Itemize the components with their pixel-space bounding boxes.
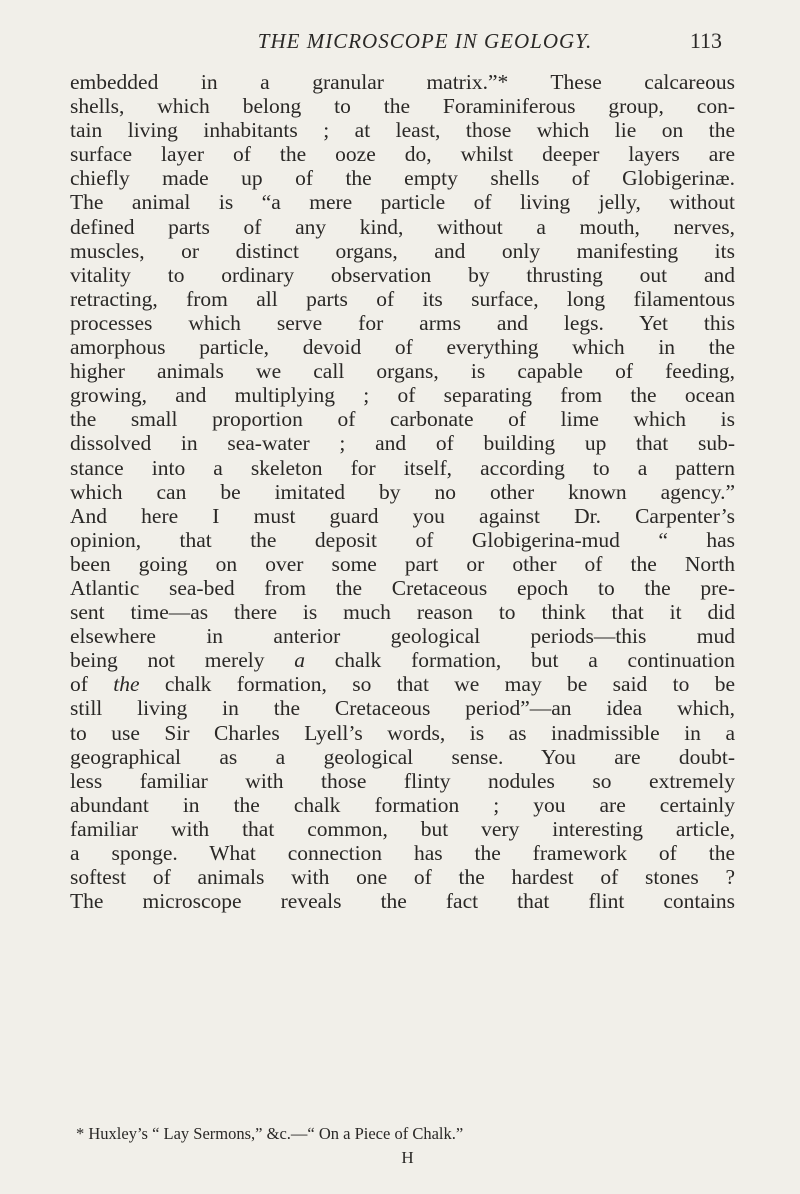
text-line: And here I must guard you against Dr. Carpenter’s — [70, 503, 735, 528]
text-line: of the chalk formation, so that we may be said to be — [70, 672, 735, 697]
text-line: abundant in the chalk formation ; you are certainly — [70, 792, 735, 817]
text-line: a sponge. What connection has the framework of the — [70, 841, 735, 865]
text-line: sent time—as there is much reason to think that it did — [70, 600, 735, 625]
page-number: 113 — [689, 28, 722, 53]
text-line: retracting, from all parts of its surface, long filamentous — [70, 286, 735, 311]
text-line: softest of animals with one of the hardest of stones ? — [70, 865, 735, 890]
text-line: higher animals we call organs, is capable of feeding, — [70, 359, 735, 384]
text-line: opinion, that the deposit of Globigerina-mud “ has — [70, 527, 735, 552]
body-text — [70, 70, 735, 913]
text-line: growing, and multiplying ; of separating from the ocean — [70, 383, 735, 408]
text-line: stance into a skeleton for itself, according to a pattern — [70, 455, 735, 480]
text-line: amorphous particle, devoid of everything which in the — [70, 335, 735, 360]
text-line: being not merely a chalk formation, but a continuation — [70, 648, 736, 673]
text-line: geographical as a geological sense. You are doubt- — [70, 744, 735, 769]
text-line: which can be imitated by no other known agency.” — [70, 479, 735, 504]
text-line: defined parts of any kind, without a mouth, nerves, — [70, 214, 735, 239]
text-line: Atlantic sea-bed from the Cretaceous epoch to the pre- — [70, 575, 735, 600]
text-line: dissolved in sea-water ; and of building up that sub- — [70, 431, 735, 456]
running-head — [70, 26, 750, 56]
text-line: surface layer of the ooze do, whilst deeper layers are — [70, 142, 735, 167]
text-line: still living in the Cretaceous period”—an idea which, — [70, 696, 735, 721]
text-line: shells, which belong to the Foraminiferous group, con- — [70, 94, 735, 119]
footnote: * Huxley’s “ Lay Sermons,” &c.—“ On a Piece of Chalk.” — [76, 1124, 464, 1143]
text-line: elsewhere in anterior geological periods—this mud — [70, 624, 735, 649]
running-title: THE MICROSCOPE IN GEOLOGY. — [257, 29, 593, 53]
text-line: familiar with that common, but very interesting article, — [70, 816, 735, 841]
text-line: chiefly made up of the empty shells of Globigerinæ. — [70, 166, 735, 191]
signature-mark: H — [401, 1148, 414, 1167]
text-line: embedded in a granular matrix.”* These calcareous — [70, 70, 735, 94]
text-line: processes which serve for arms and legs. Yet this — [70, 310, 735, 335]
text-line: The animal is “a mere particle of living jelly, without — [70, 190, 735, 215]
text-line: muscles, or distinct organs, and only manifesting its — [70, 238, 735, 263]
text-line: tain living inhabitants ; at least, those which lie on the — [70, 118, 735, 143]
text-line: vitality to ordinary observation by thrusting out and — [70, 262, 735, 287]
text-line: been going on over some part or other of the North — [70, 551, 735, 576]
book-page — [70, 0, 750, 1194]
text-line: to use Sir Charles Lyell’s words, is as inadmissible in a — [70, 720, 735, 745]
text-line: The microscope reveals the fact that flint contains — [70, 889, 735, 914]
text-line: less familiar with those flinty nodules so extremely — [70, 768, 735, 793]
text-line: the small proportion of carbonate of lime which is — [70, 407, 735, 432]
